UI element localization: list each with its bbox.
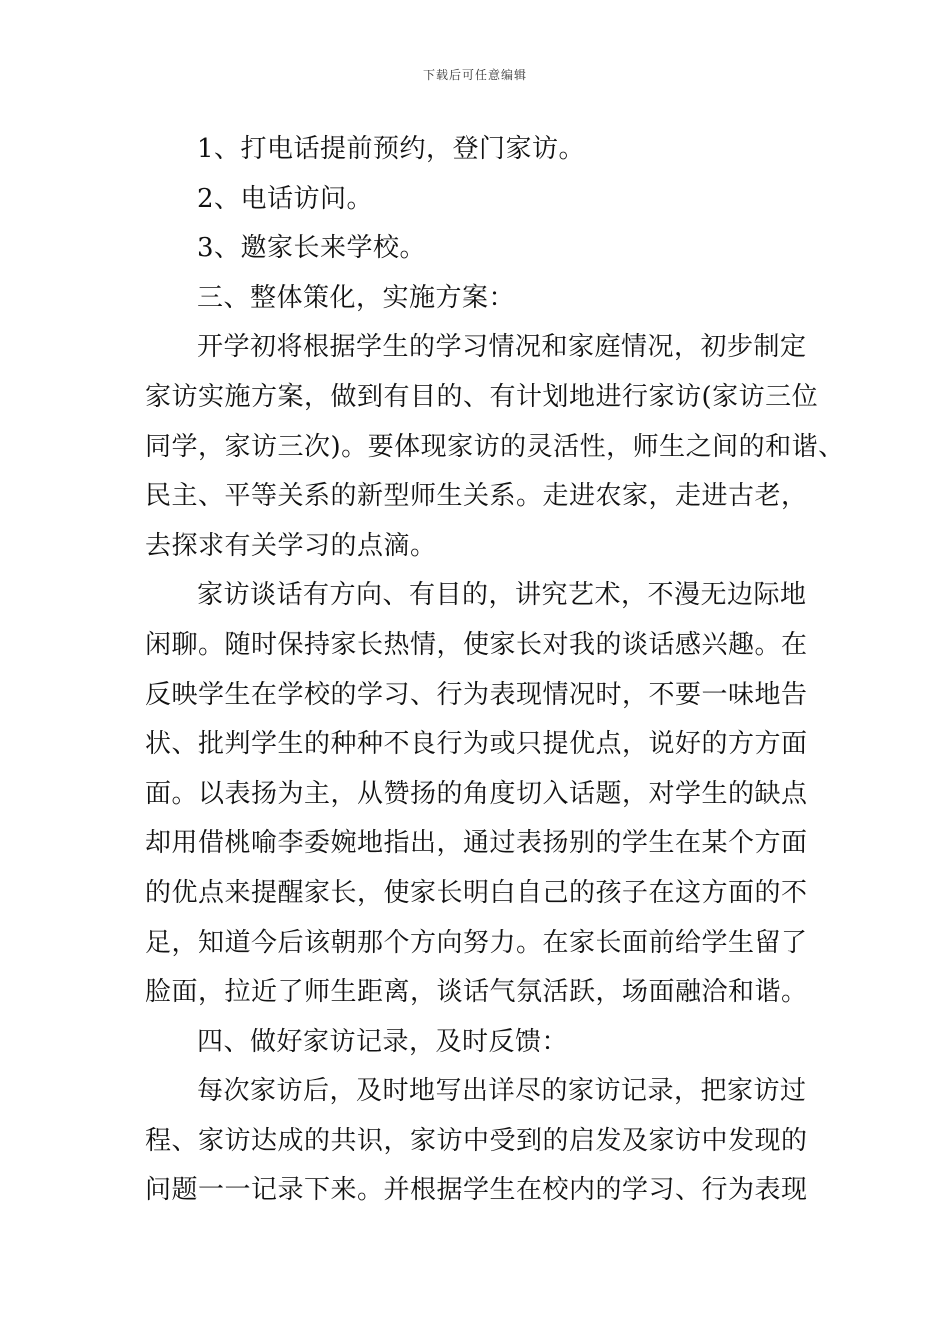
text-line: 家访谈话有方向、有目的，讲究艺术，不漫无边际地 — [197, 580, 807, 611]
page-header: 下载后可任意编辑 — [422, 68, 527, 82]
text-line: 3、邀家长来学校。 — [197, 233, 427, 264]
text-line: 闲聊。随时保持家长热情，使家长对我的谈话感兴趣。在 — [145, 629, 808, 660]
document-body — [145, 125, 845, 1216]
text-line: 却用借桃喻李委婉地指出，通过表扬别的学生在某个方面 — [145, 828, 808, 859]
text-line: 四、做好家访记录，及时反馈： — [197, 1026, 569, 1057]
text-line: 反映学生在学校的学习、行为表现情况时，不要一味地告 — [145, 679, 808, 710]
text-line: 的优点来提醒家长，使家长明白自己的孩子在这方面的不 — [145, 877, 808, 908]
text-line: 问题一一记录下来。并根据学生在校内的学习、行为表现 — [145, 1175, 808, 1206]
text-line: 三、整体策化，实施方案： — [197, 282, 516, 313]
text-line: 足，知道今后该朝那个方向努力。在家长面前给学生留了 — [145, 927, 808, 958]
text-line: 状、批判学生的种种不良行为或只提优点，说好的方方面 — [145, 729, 808, 760]
text-line: 脸面，拉近了师生距离，谈话气氛活跃，场面融洽和谐。 — [145, 977, 808, 1008]
text-line: 每次家访后，及时地写出详尽的家访记录，把家访过 — [197, 1076, 807, 1107]
text-line: 家访实施方案，做到有目的、有计划地进行家访(家访三位 — [145, 381, 819, 412]
text-line: 程、家访达成的共识，家访中受到的启发及家访中发现的 — [145, 1125, 808, 1156]
text-line: 开学初将根据学生的学习情况和家庭情况，初步制定 — [197, 332, 807, 363]
text-line: 2、电话访问。 — [197, 183, 374, 214]
text-line: 1、打电话提前预约，登门家访。 — [197, 134, 586, 164]
text-line: 同学，家访三次)。要体现家访的灵活性，师生之间的和谐、 — [145, 431, 845, 462]
text-line: 面。以表扬为主，从赞扬的角度切入话题，对学生的缺点 — [145, 778, 808, 809]
text-line: 民主、平等关系的新型师生关系。走进农家，走进古老， — [145, 481, 808, 512]
text-line: 去探求有关学习的点滴。 — [145, 530, 437, 561]
